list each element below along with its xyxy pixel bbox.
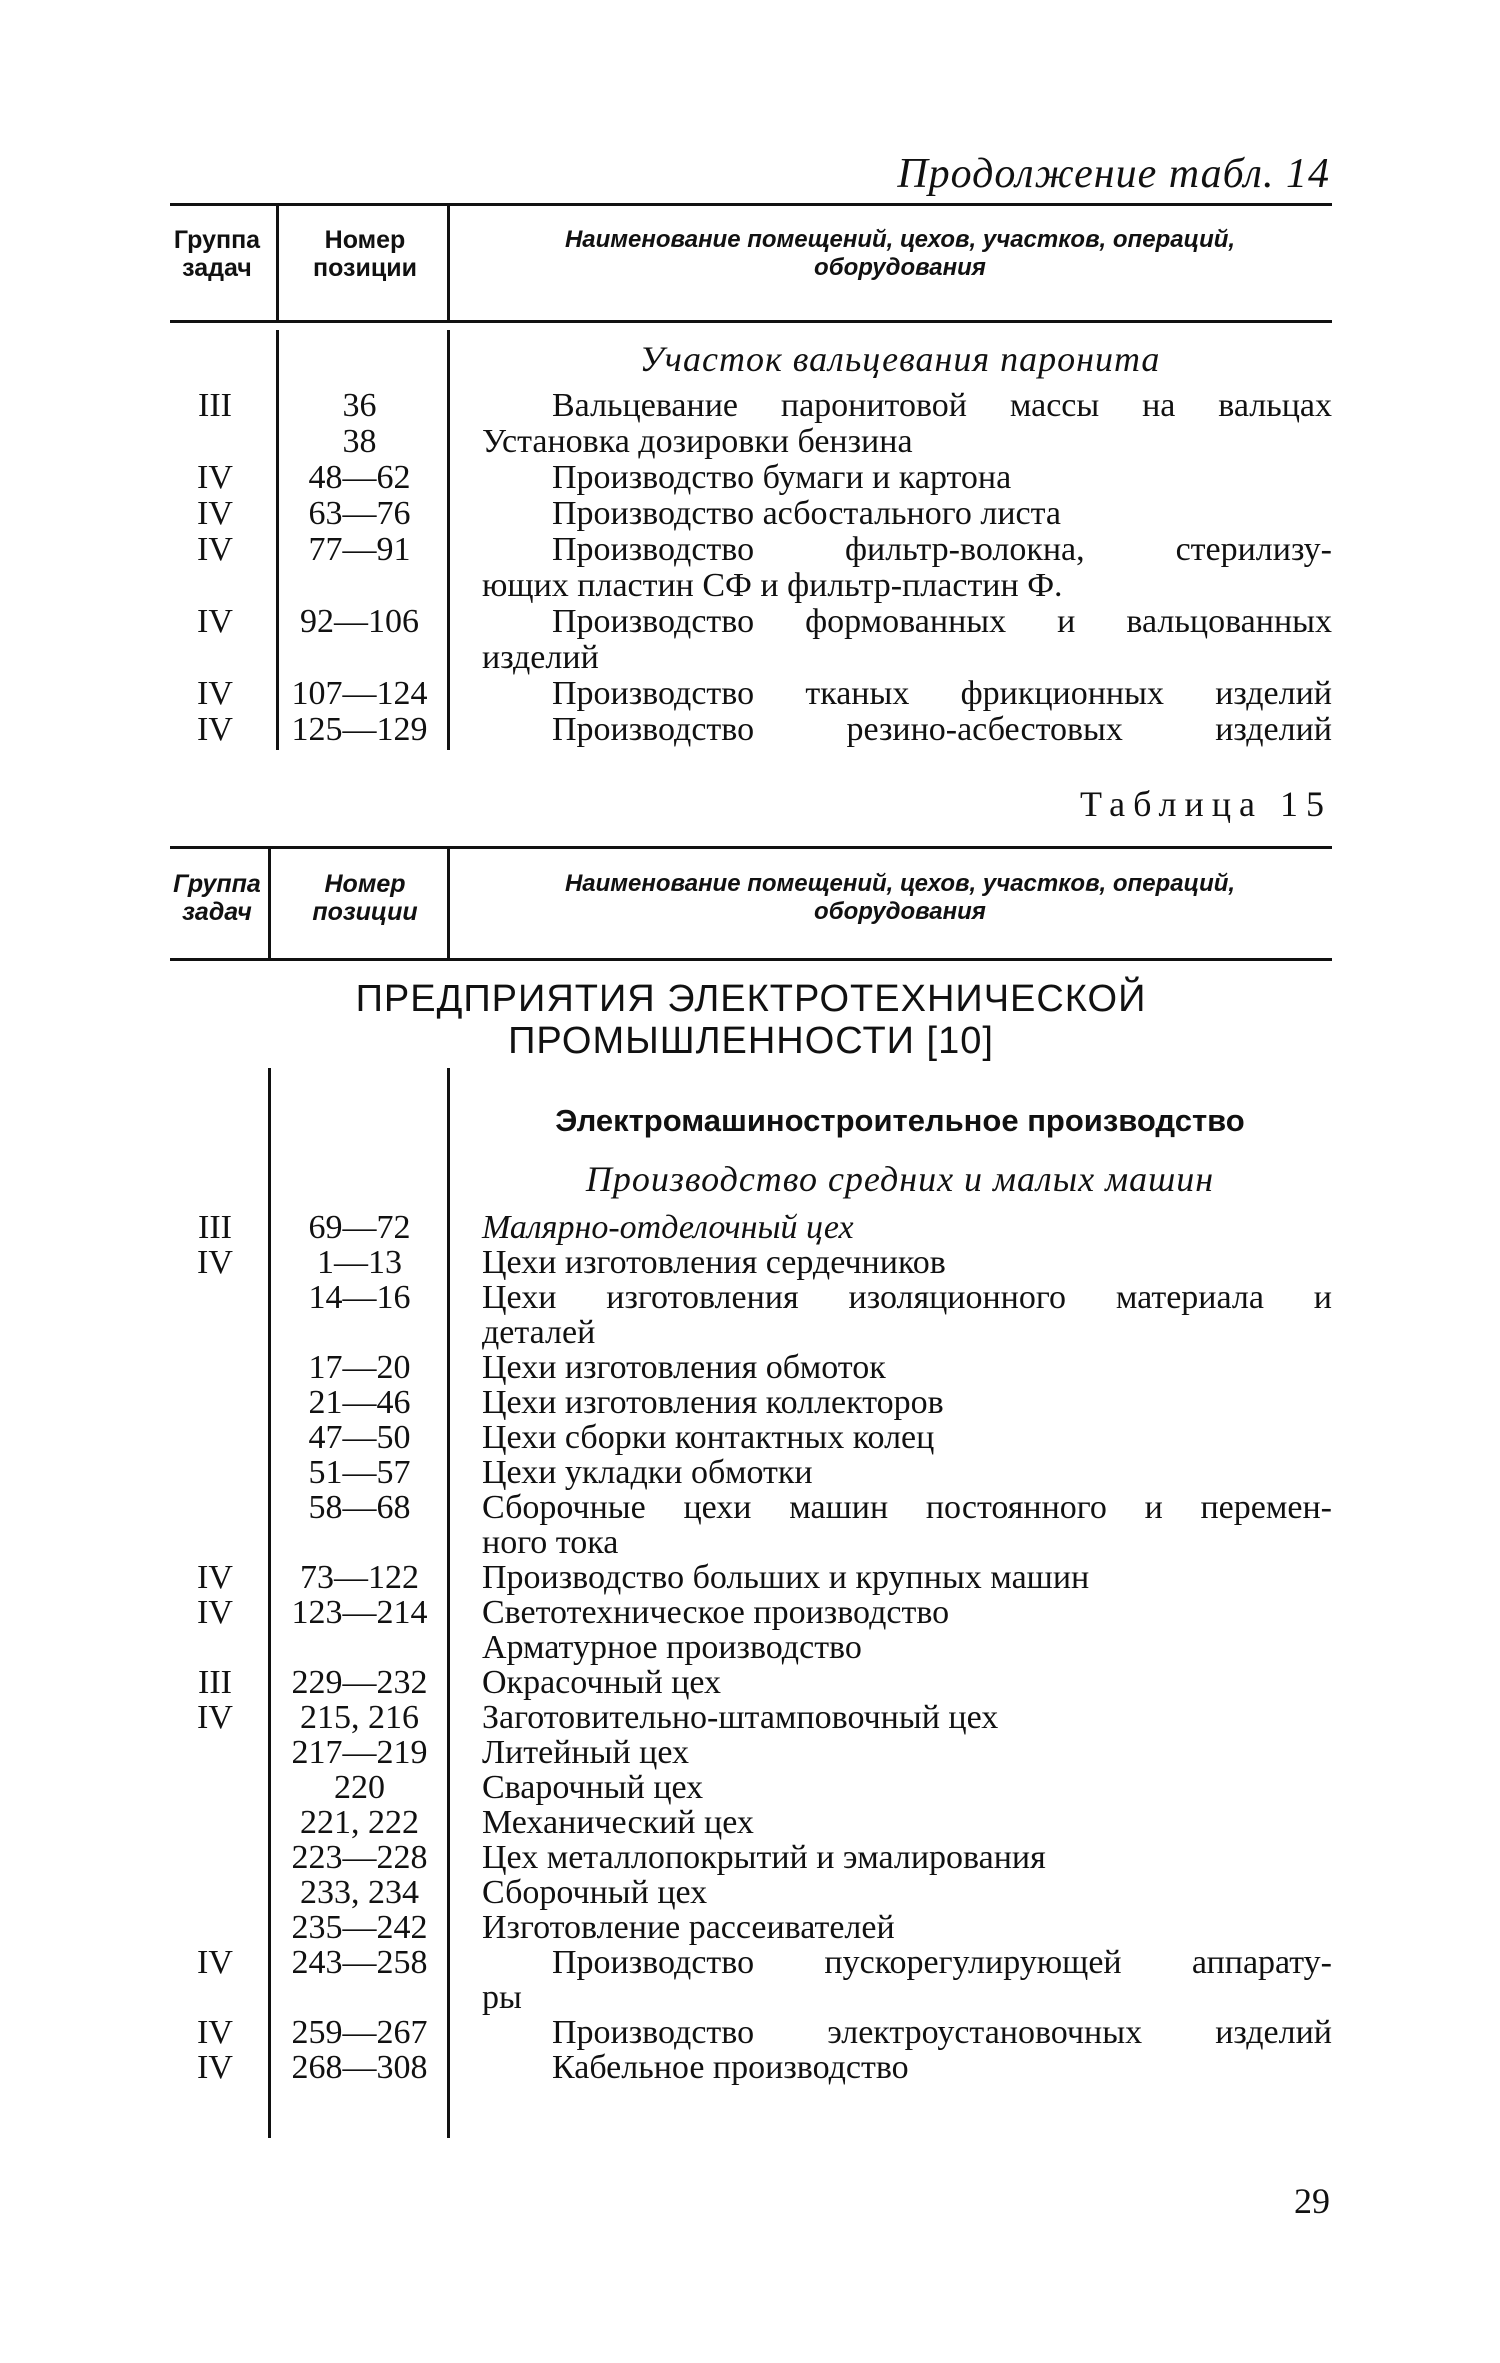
- table14-header-name: Наименование помещений, цехов, участков, операций, оборудования: [564, 226, 1236, 281]
- table14-header-number: Номер позиции: [313, 226, 417, 282]
- table14-body-divider-1: [276, 330, 279, 750]
- chapter-title: ПРЕДПРИЯТИЯ ЭЛЕКТРОТЕХНИЧЕСКОЙ ПРОМЫШЛЕННОСТИ [10]: [355, 978, 1147, 1062]
- table14-header-rule: [170, 320, 1332, 323]
- continuation-caption: Продолжение табл. 14: [897, 151, 1330, 197]
- table15-header-rule: [170, 958, 1332, 961]
- table14-header-group: Группа задач: [173, 226, 261, 282]
- table14-top-rule: [170, 203, 1332, 206]
- table15-col-divider-2: [447, 846, 450, 958]
- table14-col-divider-2: [447, 203, 450, 320]
- table14-body-divider-2: [447, 330, 450, 750]
- table15-section-title: Электромашиностроительное производство: [555, 1103, 1245, 1138]
- table15-caption: Таблица 15: [1080, 784, 1332, 824]
- page-number: 29: [1294, 2181, 1330, 2221]
- table15-header-number: Номер позиции: [312, 870, 418, 926]
- table15-top-rule: [170, 846, 1332, 849]
- table14-col-divider-1: [276, 203, 279, 320]
- table15-body-divider-2: [447, 1068, 450, 2138]
- table14-section-title: Участок вальцевания паронита: [639, 339, 1161, 379]
- table15-body-divider-1: [268, 1068, 271, 2138]
- table15-subsection-title: Производство средних и малых машин: [585, 1159, 1215, 1199]
- table15-header-name: Наименование помещений, цехов, участков, операций, оборудования: [564, 870, 1236, 925]
- table15-header-group: Группа задач: [173, 870, 261, 926]
